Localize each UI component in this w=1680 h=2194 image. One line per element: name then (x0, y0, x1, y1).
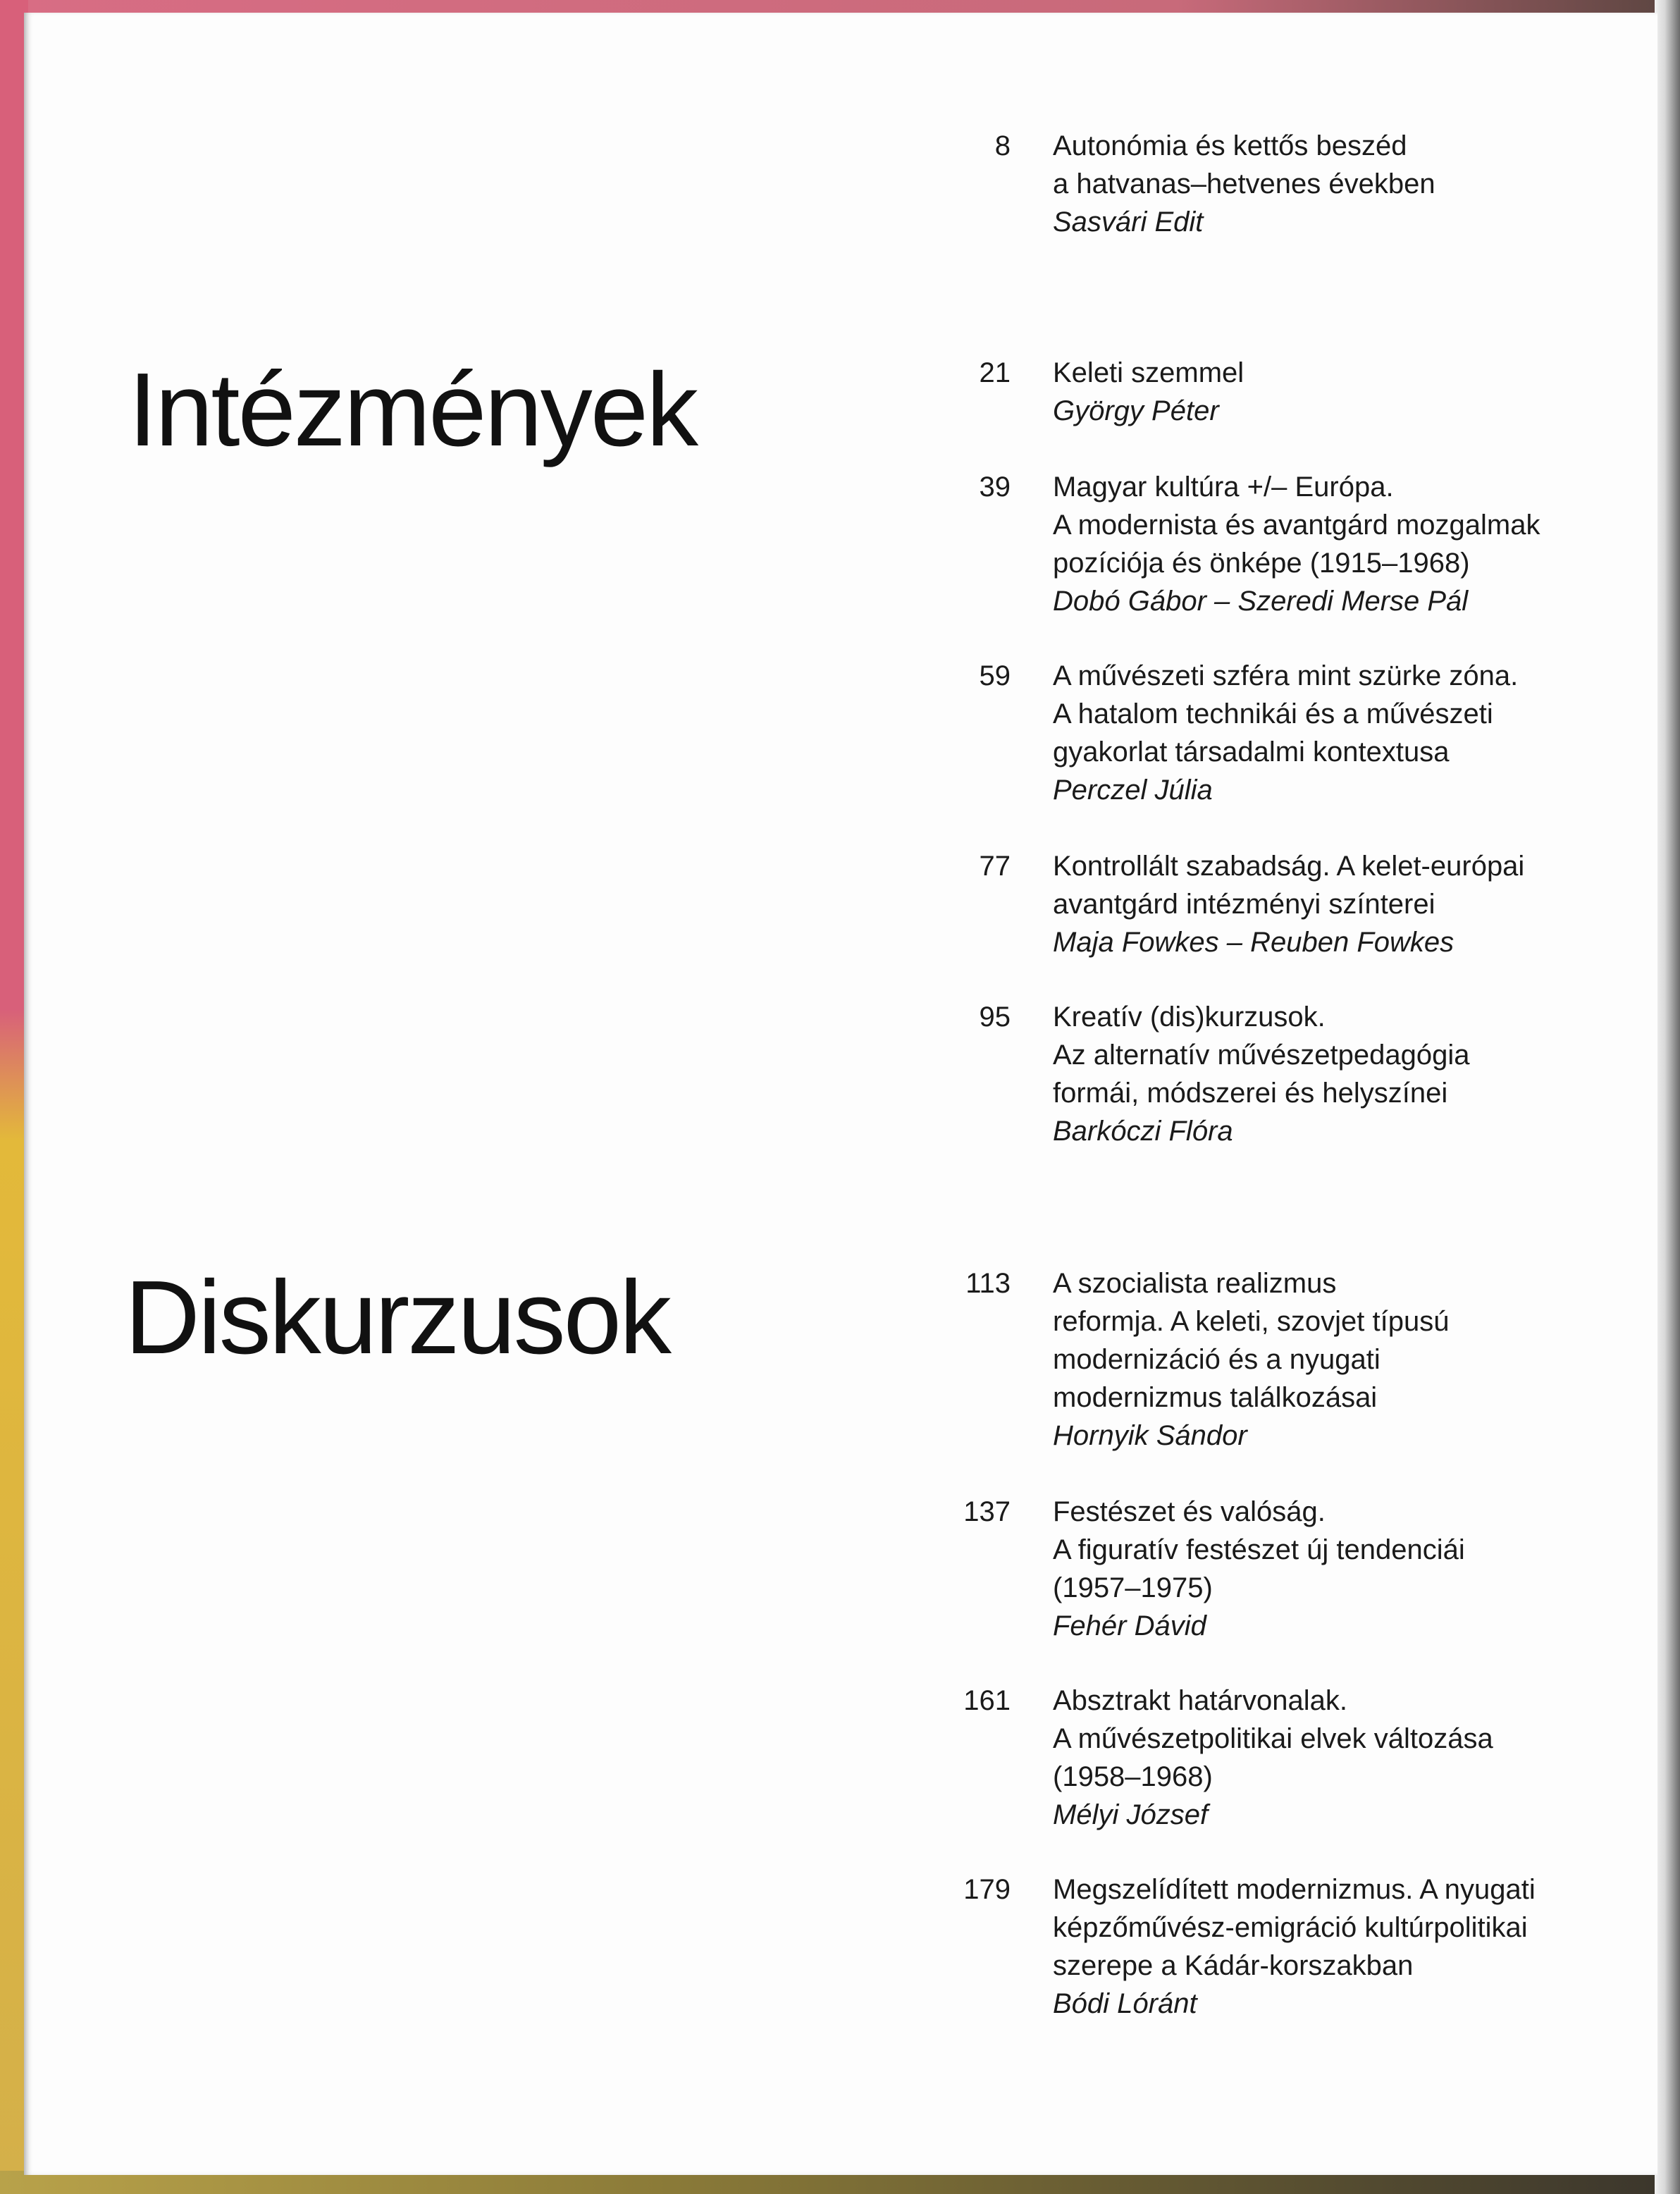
toc-entry[interactable] (947, 354, 1610, 430)
toc-title-line: A művészeti szféra mint szürke zóna. (1053, 660, 1519, 691)
toc-title-line: A hatalom technikái és a művészeti (1053, 698, 1493, 729)
toc-entry-text (1053, 657, 1610, 809)
toc-title-line: (1957–1975) (1053, 1572, 1213, 1603)
toc-title-line: Absztrakt határvonalak. (1053, 1685, 1347, 1716)
toc-author: Mélyi József (1053, 1799, 1209, 1830)
toc-author: Fehér Dávid (1053, 1610, 1206, 1641)
toc-entry[interactable] (947, 1682, 1610, 1834)
toc-title-line: (1958–1968) (1053, 1761, 1213, 1792)
toc-entry-text (1053, 1871, 1610, 2023)
toc-author: Bódi Lóránt (1053, 1988, 1197, 2019)
toc-entry-text (1053, 998, 1610, 1150)
toc-page-number: 137 (963, 1496, 1011, 1527)
toc-title-line: modernizmus találkozásai (1053, 1382, 1378, 1413)
toc-page-number: 161 (963, 1685, 1011, 1716)
toc-page-number: 113 (965, 1268, 1011, 1299)
toc-entry[interactable] (947, 847, 1610, 961)
toc-entry-text (1053, 127, 1610, 241)
toc-entry-text (1053, 1682, 1610, 1834)
toc-entry[interactable] (947, 1871, 1610, 2023)
toc-author: Dobó Gábor – Szeredi Merse Pál (1053, 586, 1469, 617)
toc-title-line: Festészet és valóság. (1053, 1496, 1326, 1527)
toc-entry[interactable] (947, 1264, 1610, 1455)
toc-entry[interactable] (947, 127, 1610, 241)
toc-title-line: Keleti szemmel (1053, 357, 1244, 388)
toc-page-number: 179 (963, 1874, 1011, 1905)
toc-title-line: Autonómia és kettős beszéd (1053, 130, 1407, 161)
toc-author: Sasvári Edit (1053, 207, 1204, 238)
toc-page-number: 95 (979, 1002, 1011, 1033)
toc-title-line: a hatvanas–hetvenes években (1053, 168, 1435, 199)
toc-author: Maja Fowkes – Reuben Fowkes (1053, 927, 1454, 958)
toc-entry[interactable] (947, 657, 1610, 809)
toc-title-line: modernizáció és a nyugati (1053, 1344, 1381, 1375)
toc-title-line: formái, módszerei és helyszínei (1053, 1078, 1448, 1109)
toc-title-line: gyakorlat társadalmi kontextusa (1053, 737, 1450, 768)
toc-author: Barkóczi Flóra (1053, 1116, 1233, 1147)
toc-entry-text (1053, 354, 1610, 430)
toc-title-line: Kontrollált szabadság. A kelet-európai (1053, 851, 1525, 882)
toc-title-line: reformja. A keleti, szovjet típusú (1053, 1306, 1450, 1337)
toc-page-number: 77 (979, 851, 1011, 882)
toc-page-number: 8 (994, 130, 1011, 161)
toc-title-line: Magyar kultúra +/– Európa. (1053, 472, 1394, 503)
toc-title-line: A művészetpolitikai elvek változása (1053, 1723, 1493, 1754)
toc-entry[interactable] (947, 1493, 1610, 1645)
toc-page-number: 39 (979, 472, 1011, 503)
toc-title-line: A modernista és avantgárd mozgalmak (1053, 510, 1540, 541)
section-title-diskurzusok: Diskurzusok (125, 1259, 669, 1376)
toc-title-line: szerepe a Kádár-korszakban (1053, 1950, 1414, 1981)
toc-title-line: Megszelídített modernizmus. A nyugati (1053, 1874, 1536, 1905)
section-title-intezmenyek: Intézmények (128, 352, 697, 468)
toc-entry[interactable] (947, 998, 1610, 1150)
toc-entry-text (1053, 847, 1610, 961)
toc-page-number: 21 (979, 357, 1011, 388)
toc-entry-text (1053, 1264, 1610, 1455)
toc-title-line: A szocialista realizmus (1053, 1268, 1337, 1299)
toc-entry-text (1053, 1493, 1610, 1645)
toc-title-line: Az alternatív művészetpedagógia (1053, 1040, 1470, 1071)
toc-author: György Péter (1053, 395, 1219, 426)
contents-page (24, 13, 1657, 2175)
toc-entry[interactable] (947, 468, 1610, 620)
book-spine-edge-right (1655, 0, 1680, 2194)
toc-page-number: 59 (979, 660, 1011, 691)
toc-entry-text (1053, 468, 1610, 620)
toc-title-line: A figuratív festészet új tendenciái (1053, 1534, 1465, 1565)
toc-title-line: Kreatív (dis)kurzusok. (1053, 1002, 1326, 1033)
toc-title-line: pozíciója és önképe (1915–1968) (1053, 548, 1470, 579)
toc-title-line: képzőművész-emigráció kultúrpolitikai (1053, 1912, 1528, 1943)
toc-author: Perczel Júlia (1053, 775, 1213, 806)
toc-title-line: avantgárd intézményi színterei (1053, 889, 1435, 920)
toc-author: Hornyik Sándor (1053, 1420, 1247, 1451)
